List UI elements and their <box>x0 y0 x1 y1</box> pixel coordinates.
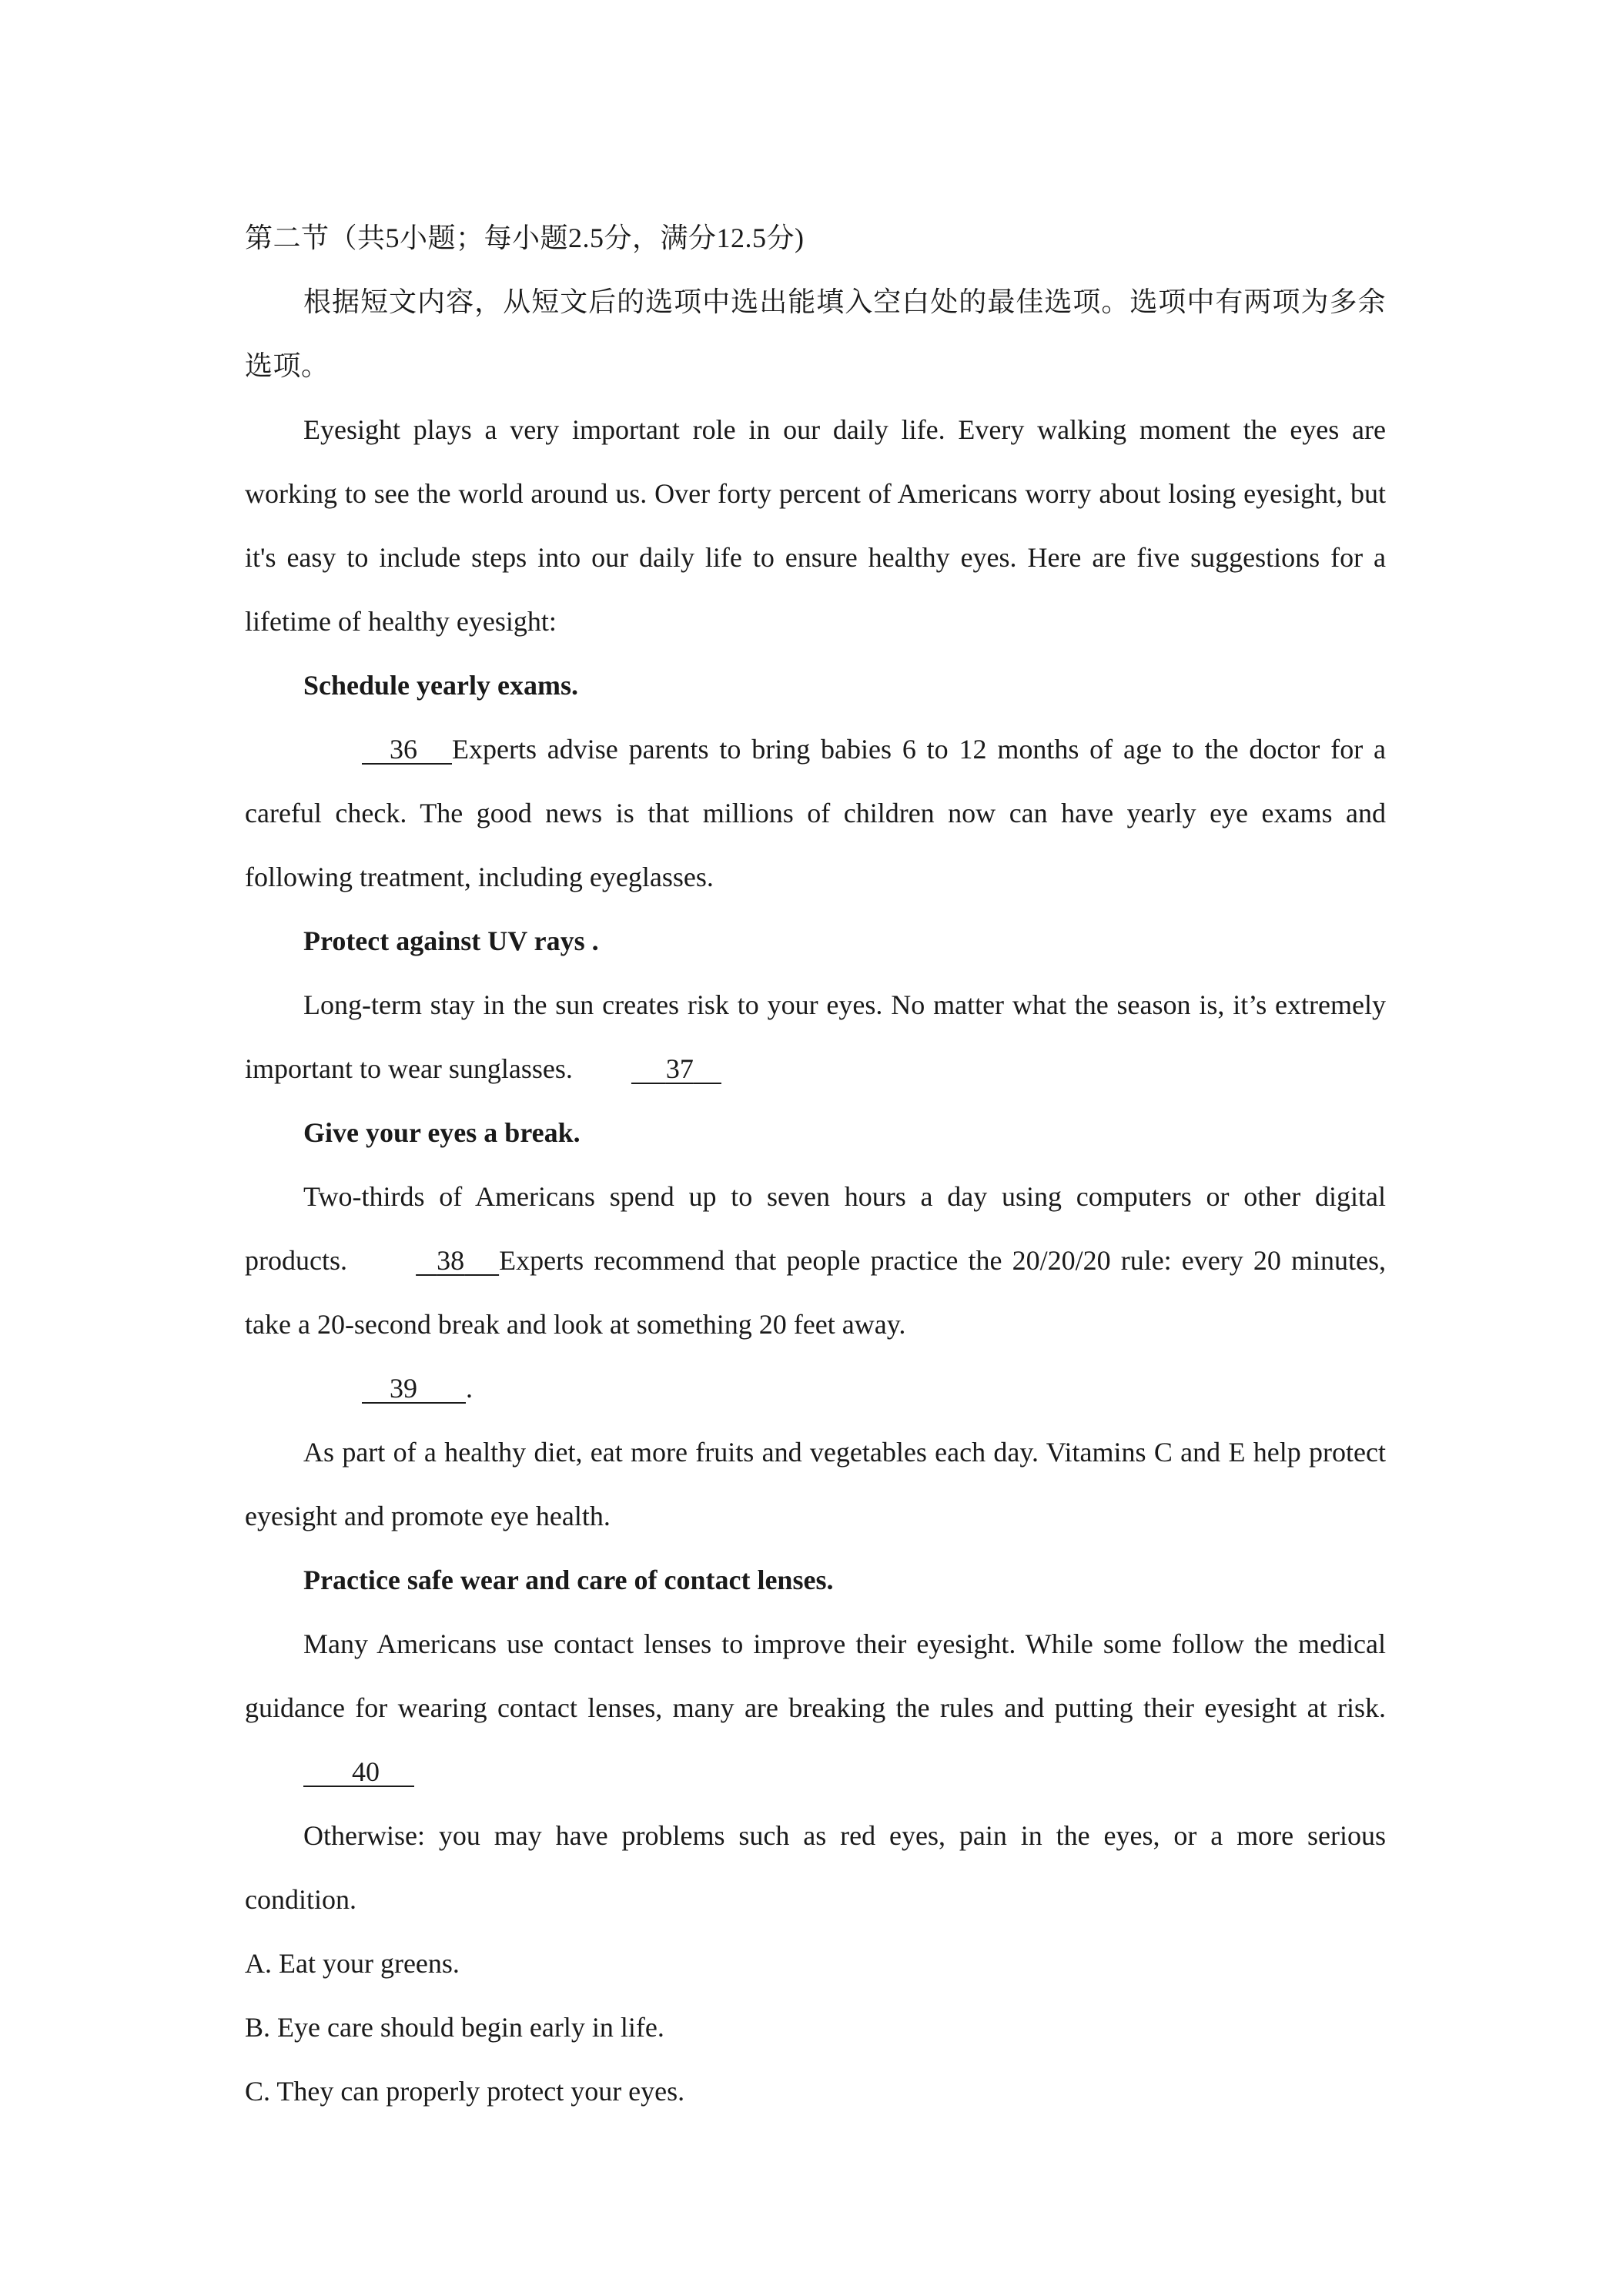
instructions: 根据短文内容，从短文后的选项中选出能填入空白处的最佳选项。选项中有两项为多余选项。 <box>245 286 1386 381</box>
intro-paragraph: Eyesight plays a very important role in our daily life. Every walking moment the eyes are working to see the world around us. Over forty percent of Americans worry about losing eyesight, but it's easy to include steps into our daily life to ensure healthy eyes. Here are five suggestions for a lifetime of healthy eyesight: <box>245 414 1386 637</box>
paragraph-38 <box>245 1165 1386 1357</box>
paragraph-36 <box>245 718 1386 909</box>
blank-40: 40 <box>352 1756 380 1787</box>
paragraph-40 <box>245 1612 1386 1804</box>
paragraph-40-text: Many Americans use contact lenses to improve their eyesight. While some follow the medical guidance for wearing contact lenses, many are breaking the rules and putting their eyesight at risk. <box>245 1628 1386 1723</box>
paragraph-otherwise: Otherwise: you may have problems such as red eyes, pain in the eyes, or a more serious condition. <box>245 1820 1386 1915</box>
heading-eye-break: Give your eyes a break. <box>303 1117 581 1148</box>
paragraph-38-after: Experts recommend that people practice the 20/20/20 rule: every 20 minutes, take a 20-second break and look at something 20 feet away. <box>245 1245 1386 1340</box>
paragraph-37-text: Long-term stay in the sun creates risk to your eyes. No matter what the season is, it’s extremely important to wear sunglasses. <box>245 989 1386 1084</box>
paragraph-36-text: Experts advise parents to bring babies 6 to 12 months of age to the doctor for a careful check. The good news is that millions of children now can have yearly eye exams and following treatment, including eyeglasses. <box>245 734 1386 892</box>
blank-39: 39 <box>390 1373 417 1404</box>
heading-schedule-exams: Schedule yearly exams. <box>303 670 578 701</box>
blank-36: 36 <box>390 734 417 765</box>
paragraph-37 <box>245 973 1386 1101</box>
passage-content <box>245 206 1386 2124</box>
blank-38: 38 <box>437 1245 465 1276</box>
paragraph-39: 39 . <box>245 1357 1386 1421</box>
heading-uv-rays: Protect against UV rays . <box>303 925 599 956</box>
heading-contact-lenses: Practice safe wear and care of contact lenses. <box>303 1565 834 1595</box>
paragraph-38-before: Two-thirds of Americans spend up to seven hours a day using computers or other digital products. <box>245 1181 1386 1276</box>
option-b: B. Eye care should begin early in life. <box>245 2012 664 2043</box>
paragraph-diet: As part of a healthy diet, eat more fruits and vegetables each day. Vitamins C and E help protect eyesight and promote eye health. <box>245 1437 1386 1531</box>
option-c: C. They can properly protect your eyes. <box>245 2076 685 2107</box>
section-header: 第二节（共5小题；每小题2.5分，满分12.5分) <box>245 223 805 253</box>
blank-37: 37 <box>665 1053 694 1084</box>
option-a: A. Eat your greens. <box>245 1948 460 1979</box>
